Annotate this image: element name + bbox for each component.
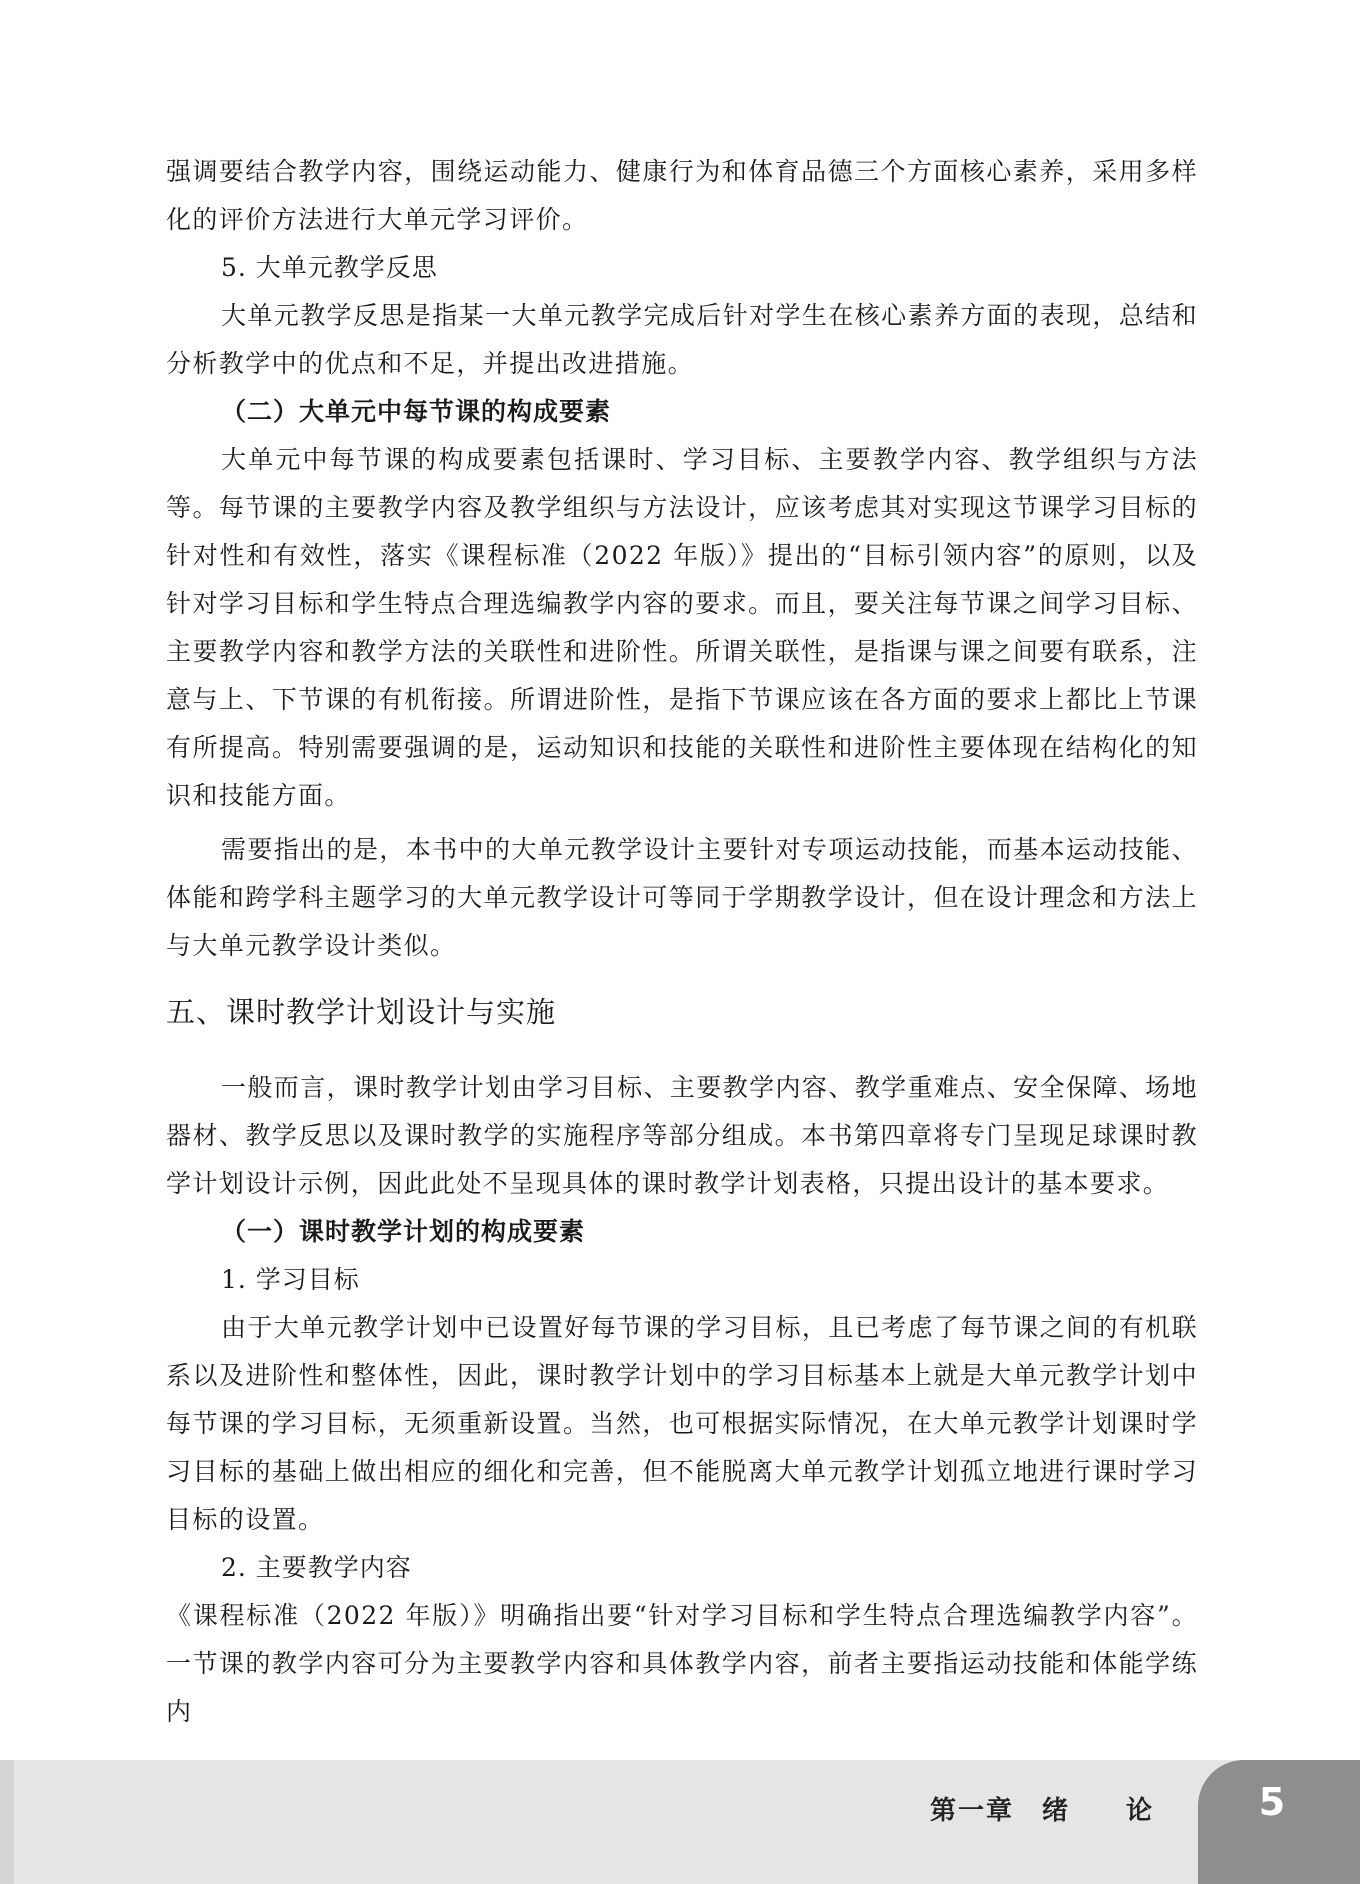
paragraph: 需要指出的是，本书中的大单元教学设计主要针对专项运动技能，而基本运动技能、体能和跨学科主题学习的大单元教学设计可等同于学期教学设计，但在设计理念和方法上与大单元教学设计类似。 [166,835,1198,960]
page-footer [0,1760,1360,1884]
paragraph: 一般而言，课时教学计划由学习目标、主要教学内容、教学重难点、安全保障、场地器材、教学反思以及课时教学的实施程序等部分组成。本书第四章将专门呈现足球课时教学计划设计示例，因此此处不呈现具体的课时教学计划表格，只提出设计的基本要求。 [166,1073,1198,1198]
paragraph: 由于大单元教学计划中已设置好每节课的学习目标，且已考虑了每节课之间的有机联系以及进阶性和整体性，因此，课时教学计划中的学习目标基本上就是大单元教学计划中每节课的学习目标，无须重新设置。当然，也可根据实际情况，在大单元教学计划课时学习目标的基础上做出相应的细化和完善，但不能脱离大单元教学计划孤立地进行课时学习目标的设置。 [166,1313,1198,1534]
chapter-title: 第一章 绪 论 [930,1796,1155,1826]
paragraph: 《课程标准（2022 年版）》明确指出要“针对学习目标和学生特点合理选编教学内容”。一节课的教学内容可分为主要教学内容和具体教学内容，前者主要指运动技能和体能学练内 [166,1601,1198,1726]
numbered-heading: 2. 主要教学内容 [221,1553,412,1582]
section-heading: 五、课时教学计划设计与实施 [166,995,557,1029]
footer-edge [0,1760,14,1884]
paragraph: 强调要结合教学内容，围绕运动能力、健康行为和体育品德三个方面核心素养，采用多样化的评价方法进行大单元学习评价。 [166,157,1198,234]
page-number-tab [1198,1760,1360,1884]
paragraph: 大单元中每节课的构成要素包括课时、学习目标、主要教学内容、教学组织与方法等。每节课的主要教学内容及教学组织与方法设计，应该考虑其对实现这节课学习目标的针对性和有效性，落实《课程标准（2022 年版）》提出的“目标引领内容”的原则，以及针对学习目标和学生特点合理选编教学内容的要求。而且，要关注每节课之间学习目标、主要教学内容和教学方法的关联性和进阶性。所谓关联性，是指课与课之间要有联系，注意与上、下节课的有机衔接。所谓进阶性，是指下节课应该在各方面的要求上都比上节课有所提高。特别需要强调的是，运动知识和技能的关联性和进阶性主要体现在结构化的知识和技能方面。 [166,445,1198,810]
numbered-heading: 1. 学习目标 [221,1265,360,1294]
page-number: 5 [1258,1780,1286,1824]
page-body [166,148,1198,1736]
subsection-heading: （二）大单元中每节课的构成要素 [221,397,612,426]
subsection-heading: （一）课时教学计划的构成要素 [221,1217,586,1246]
numbered-heading: 5. 大单元教学反思 [221,253,438,282]
paragraph: 大单元教学反思是指某一大单元教学完成后针对学生在核心素养方面的表现，总结和分析教学中的优点和不足，并提出改进措施。 [166,301,1198,378]
